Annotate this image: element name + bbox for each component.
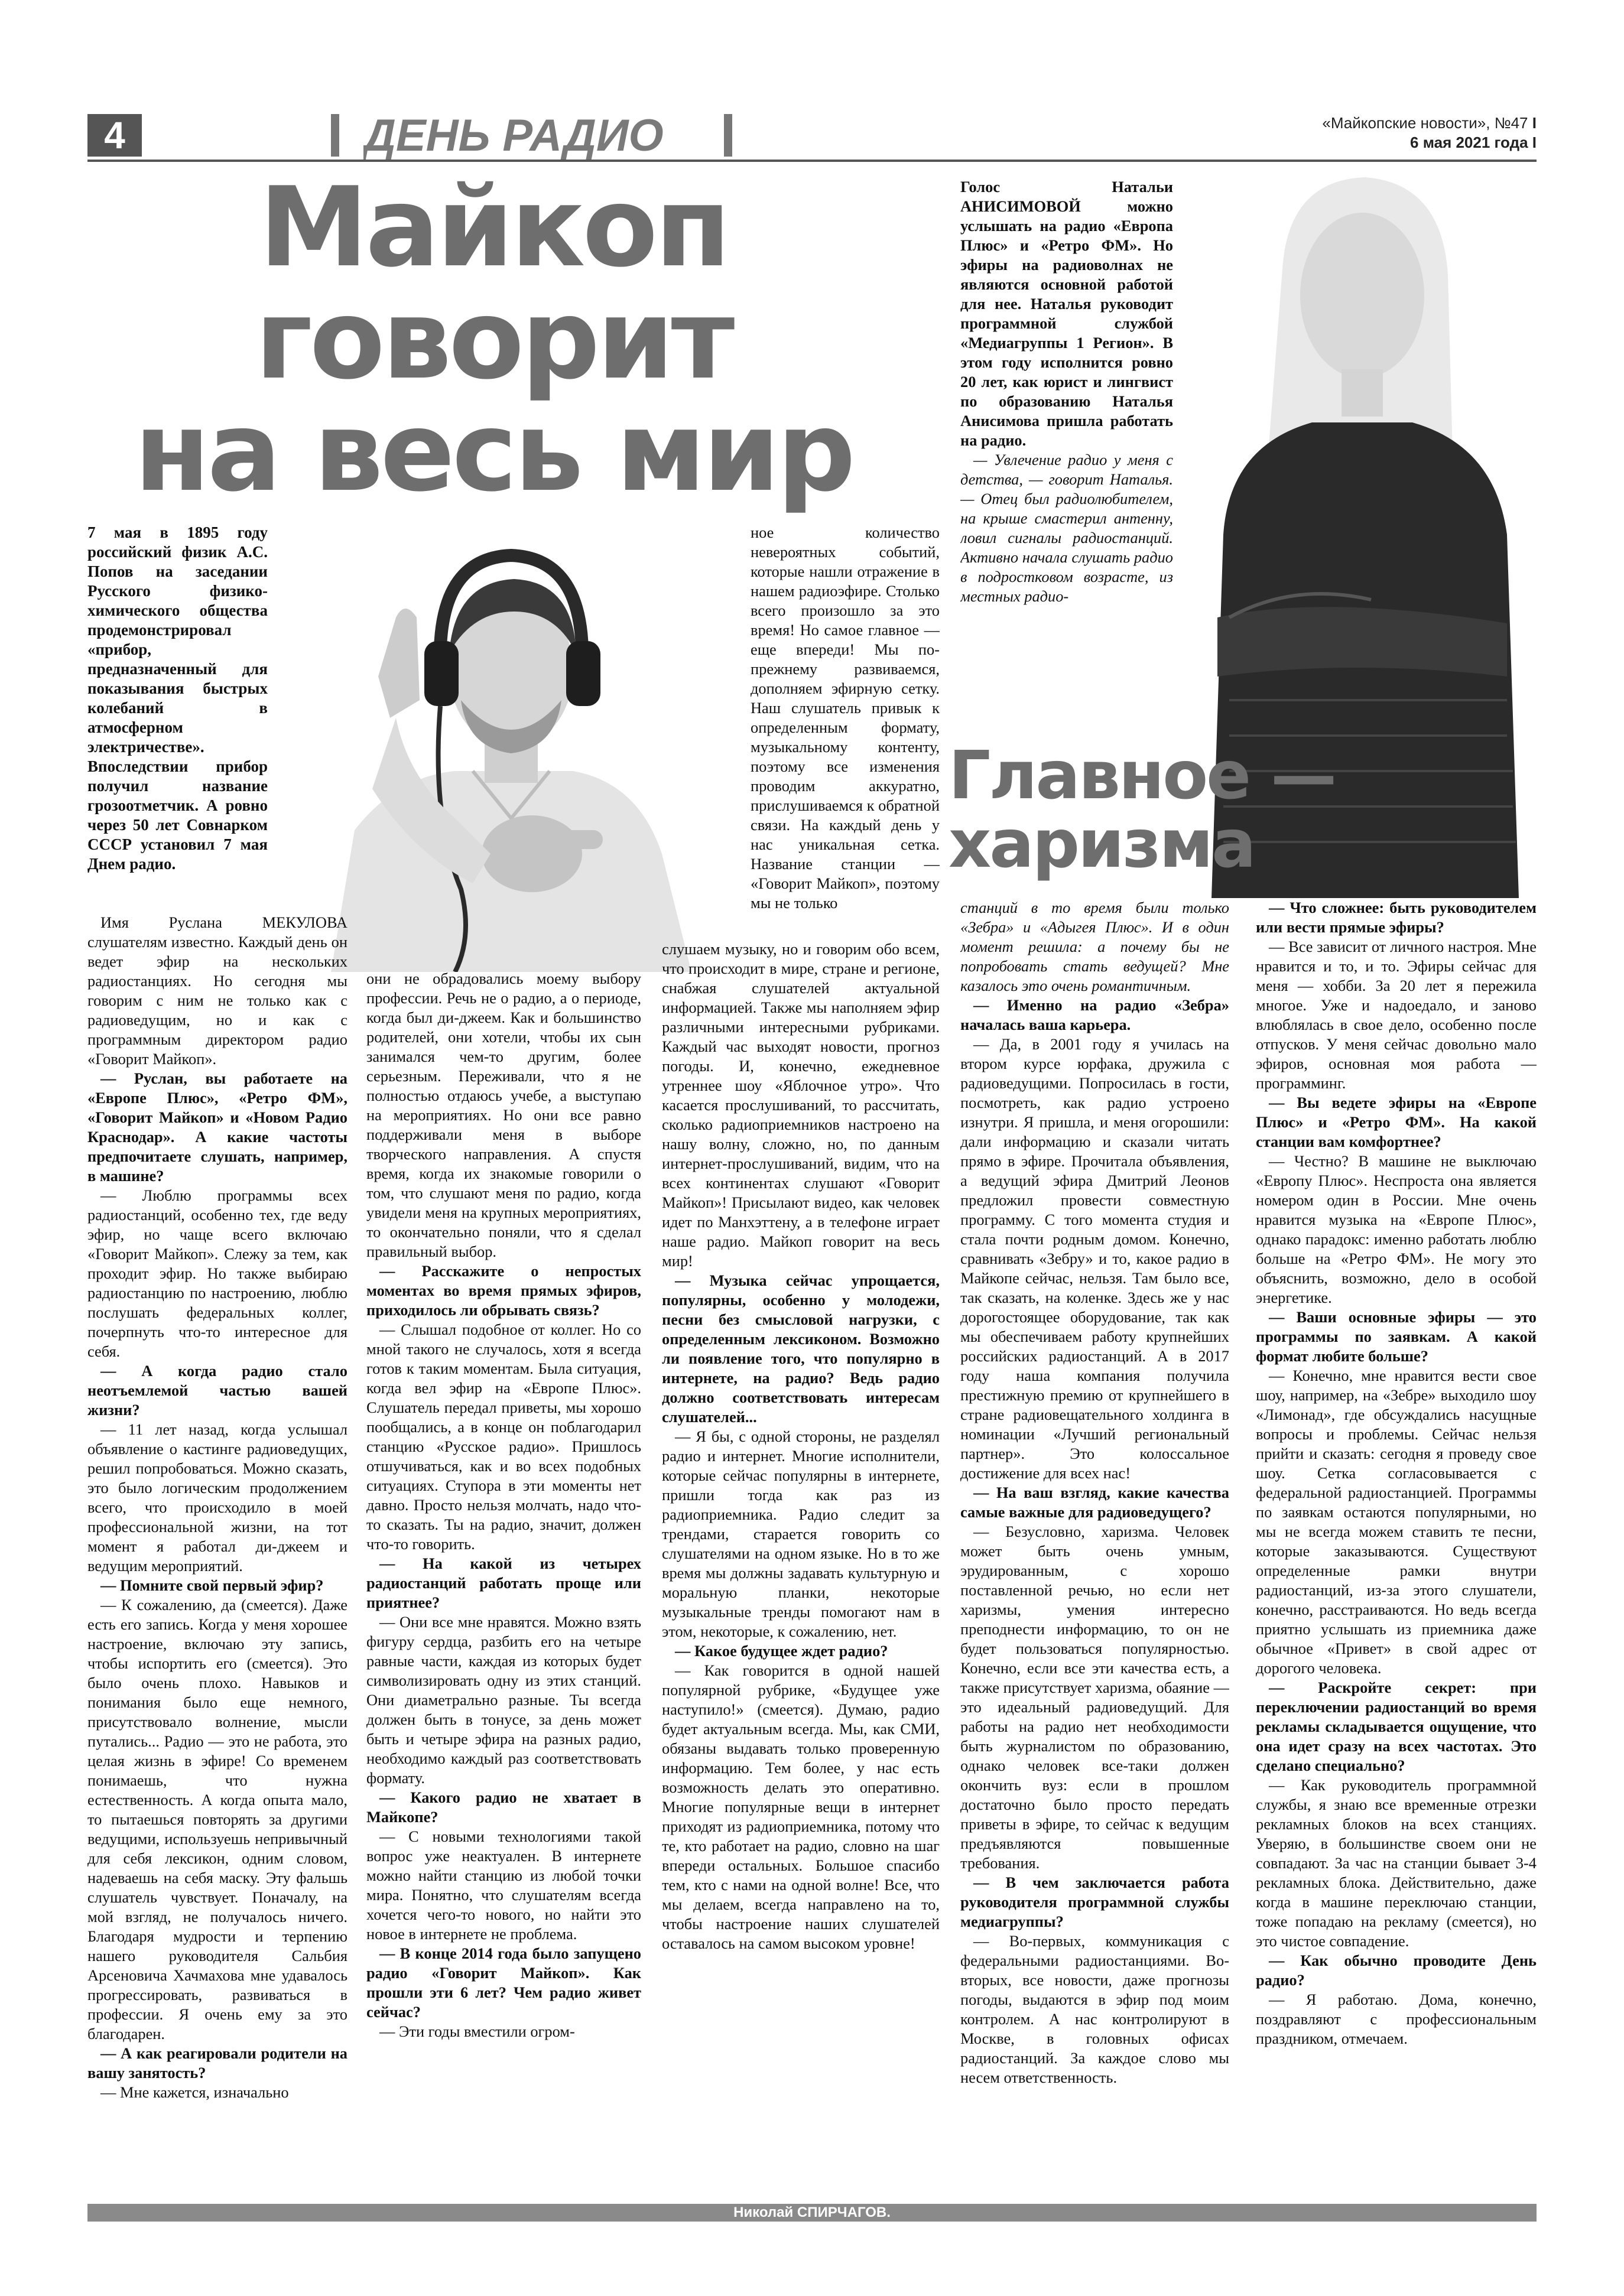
body-paragraph: слушаем музыку, но и говорим обо всем, что происходит в мире, стране и регионе, снабжая слушателей актуальной информацией. Также мы наполняем эфир различными интересными рубриками. Каждый час выходят новости, прогноз погоды. И, конечно, ежедневное утреннее шоу «Яблочное утро». Что касается прослушиваний, то рассчитать, сколько радиоприемников настроено на нашу волну, сложно, но, по данным интернет-прослушиваний, видим, что на всех континентах слушают «Говорит Майкоп»! Присылают видео, как человек идет по Манхэттену, а в телефоне играет наше радио. Майкоп говорит на весь мир! (662, 940, 940, 1270)
body-paragraph: — Мне кажется, изначально (100, 2083, 289, 2101)
interview-question: — На какой из четырех радиостанций работать проще или приятнее? (366, 1554, 641, 1611)
interview-question: — А когда радио стало неотъемлемой частью вашей жизни? (87, 1362, 347, 1419)
body-paragraph: — Да, в 2001 году я училась на втором курсе юрфака, дружила с радиоведущими. Попросилась в гости, посмотреть, как радио устроено изнутри. Я пришла, и меня огорошили: дали информацию и сказали читать прямо в эфире. Прочитала объявления, а ведущий эфира Дмитрий Леонов предложил провести совместную программу. С того момента студия и стала почти родным домом. Конечно, сравнивать «Зебру» и то, какое радио в Майкопе сейчас, нельзя. Там было все, так сказать, на коленке. Здесь же у нас дорогостоящее оборудование, так как мы обеспечиваем работу крупнейших российских радиостанций. А в 2017 году наша компания получила престижную премию от крупнейшего в стране радиовещательного холдинга в номинации «Лучший региональный партнер». Это колоссальное достижение для всех нас! (960, 1035, 1229, 1482)
body-paragraph: — Все зависит от личного настроя. Мне нравится и то, и то. Эфиры сейчас для меня — хобби. За 20 лет я пережила многое. Уже и надоедало, и заново влюблялась в свое дело, особенно после отпусков. У меня сейчас довольно мало эфиров, основная моя работа — программинг. (1256, 938, 1537, 1092)
man-photo-illustration (278, 523, 745, 972)
body-paragraph: — Конечно, мне нравится вести свое шоу, например, на «Зебре» выходило шоу «Лимонад», где обсуждались насущные вопросы и проблемы. Сейчас нельзя прийти и сказать: сегодня я проведу свое шоу. Сетка согласовывается с федеральной радиостанцией. Программы по заявкам остаются популярными, но мы не всегда можем ставить те песни, которые заказываются. Существуют определенные рамки внутри радиостанций, из-за этого слушатели, конечно, расстраиваются. Но ведь всегда приятно услышать из приемника даже обычное «Привет» в свой адрес от дорогого человека. (1256, 1367, 1537, 1677)
interview-question: — Какого радио не хватает в Майкопе? (366, 1788, 641, 1826)
body-paragraph: — 11 лет назад, когда услышал объявление о кастинге радиоведущих, решил попробоваться. Можно сказать, это было логическим продолжением всего, что происходило в моей профессиональной жизни, на тот момент я работал ди-джеем и ведущим мероприятий. (87, 1420, 347, 1575)
body-paragraph: — Как говорится в одной нашей популярной рубрике, «Будущее уже наступило!» (смеется). Думаю, радио будет актуальным всегда. Мы, как СМИ, обязаны выдавать только проверенную информацию. Тем более, у нас есть возможность делать это оперативно. Многие популярные вещи в интернет приходят из радиоприемника, потому что те, кто работает на радио, словно на шаг впереди остальных. Большое спасибо тем, кто с нами на одной волне! Все, что мы делаем, всегда направлено на то, чтобы настроение наших слушателей оставалось на самом высоком уровне! (662, 1661, 940, 1952)
interview-question: — В конце 2014 года было запущено радио «Говорит Майкоп». Как прошли эти 6 лет? Чем радио живет сейчас? (366, 1944, 641, 2021)
body-paragraph: — Я бы, с одной стороны, не разделял радио и интернет. Многие исполнители, которые сейчас популярны в интернете, пришли тогда как раз из радиоприемника. Радио следит за трендами, старается говорить со слушателями на одном языке. Но в то же время мы должны задавать культурную и моральную планки, некоторые музыкальные тренды помогают нам в этом, некоторые, к сожалению, нет. (662, 1427, 940, 1640)
issue-date: 6 мая 2021 года (1410, 134, 1528, 151)
body-paragraph: — Они все мне нравятся. Можно взять фигуру сердца, разбить его на четыре равные части, каждая из которых будет символизировать одну из этих станций. Они диаметрально разные. Ты всегда должен быть в тонусе, за день может быть и четыре эфира на разных радио, необходимо каждый раз соответствовать формату. (366, 1613, 641, 1787)
body-paragraph: — Честно? В машине не выключаю «Европу Плюс». Неспроста она является номером один в России. Мне очень нравится музыка на «Европе Плюс», однако парадокс: именно работать люблю больше на «Ретро ФМ». Не могу это объяснить, возможно, дело в особой энергетике. (1256, 1152, 1537, 1306)
italic-paragraph: — Увлечение радио у меня с детства, — говорит Наталья. — Отец был радиолюбителем, на крыше смастерил антенну, ловил сигналы радиостанций. Активно начала слушать радио в подростковом возрасте, из местных радио- (960, 451, 1173, 605)
interview-question: — Вы ведете эфиры на «Европе Плюс» и «Ретро ФМ». На какой станции вам комфортнее? (1256, 1094, 1537, 1150)
intro-text: 7 мая в 1895 году российский физик А.С. Попов на заседании Русского физико-химического общества продемонстрировал «прибор, предназначенный для показывания быстрых колебаний в атмосферном электричестве». Впоследствии прибор получил название грозоотметчик. А ровно через 50 лет Совнарком СССР установил 7 мая Днем радио. (87, 523, 268, 873)
interview-question: — Какое будущее ждет радио? (675, 1642, 888, 1660)
masthead-rule (87, 160, 1537, 162)
interview-question: — Помните свой первый эфир? (100, 1576, 324, 1594)
body-paragraph: они не обрадовались моему выбору профессии. Речь не о радио, а о периоде, когда был ди-джеем. Как и большинство родителей, они хотели, чтобы их сын занимался чем-то другим, более серьезным. Переживали, что я не полностью отдаюсь учебе, а выступаю на мероприятиях. Но они все равно поддерживали меня в выборе творческого направления. А спустя время, когда их знакомые говорили о том, что слушают меня по радио, когда увидели меня на крупных мероприятиях, то окончательно поняли, что я сделал правильный выбор. (366, 970, 641, 1260)
second-headline-line: Главное — (949, 742, 1336, 814)
body-paragraph: — Люблю программы всех радиостанций, особенно тех, где веду эфир, но чаще всего включаю «Говорит Майкоп». Слежу за тем, как проходит эфир. Но также выбираю радиостанцию по настроению, люблю послушать федеральных коллег, почерпнуть что-то интересное для себя. (87, 1186, 347, 1360)
body-paragraph: — К сожалению, да (смеется). Даже есть его запись. Когда у меня хорошее настроение, включаю эту запись, чтобы испортить его (смеется). Это было очень плохо. Навыков и понимания было еще немного, присутствовало волнение, мысли путались... Радио — это не работа, это целая жизнь в эфире! Со временем понимаешь, что нужна естественность. А когда опыта мало, то пытаешься повторять за другими ведущими, используешь непривычный для себя лексикон, одним словом, надеваешь на себя маску. Эту фальшь слушатель чувствует. Поначалу, на мой взгляд, не получалось ничего. Благодаря мудрости и терпению нашего руководителя Сальбия Арсеновича Хачмахова мне удавалось прогрессировать, развиваться в профессии. Я очень ему за это благодарен. (87, 1596, 347, 2043)
rubric-divider (331, 114, 339, 157)
column-4-top (960, 177, 1173, 730)
body-paragraph: ное количество невероятных событий, которые нашли отражение в нашем радиоэфире. Столько всего произошло за это время! Но самое главное — еще впереди! Мы по-прежнему развиваемся, дополняем эфирную сетку. Наш слушатель привык к определенным формату, музыкальному контенту, поэтому все изменения проводим аккуратно, прислушиваемся к обратной связи. На каждый день у нас уникальная сетка. Название станции — «Говорит Майкоп», поэтому мы не только (751, 523, 940, 912)
main-headline-line: говорит (255, 275, 732, 404)
italic-paragraph: станций в то время были только «Зебра» и «Адыгея Плюс». И в один момент решила: а почему бы не попробовать стать ведущей? Мне казалось это очень романтичным. (960, 899, 1229, 994)
body-paragraph: — Как руководитель программной службы, я знаю все временные отрезки рекламных блоков на всех станциях. Уверяю, в большинстве своем они не совпадают. За час на станции бывает 3-4 рекламных блока. Действительно, даже когда в машине переключаю станции, тоже попадаю на рекламу (смеется), но это чистое совпадение. (1256, 1776, 1537, 1950)
rubric-title: ДЕНЬ РАДИО (363, 112, 664, 160)
interview-question: — Музыка сейчас упрощается, популярны, особенно у молодежи, песни без смысловой нагрузки, с определенным лексиконом. Возможно ли появление того, что популярно в интернете, на радио? Ведь радио должно соответствовать интересам слушателей... (662, 1271, 940, 1426)
paper-issue: «Майкопские новости», №47 (1322, 114, 1528, 132)
body-paragraph: — С новыми технологиями такой вопрос уже неактуален. В интернете можно найти станцию из любой точки мира. Понятно, что слушателям всегда хочется чего-то нового, но найти это новое в интернете не проблема. (366, 1827, 641, 1943)
column-1 (87, 913, 347, 2201)
interview-question: — Расскажите о непростых моментах во время прямых эфиров, приходилось ли обрывать связь? (366, 1262, 641, 1319)
column-4 (960, 898, 1229, 2201)
main-headline-line: Майкоп (259, 171, 728, 291)
lead-paragraph: Голос Натальи АНИСИМОВОЙ можно услышать на радио «Европа Плюс» и «Ретро ФМ». Но эфиры на радиоволнах не являются основной работой для нее. Наталья руководит программной службой «Медиагруппы 1 Регион». В этом году исполнится ровно 20 лет, как юрист и лингвист по образованию Наталья Анисимова пришла работать на радио. (960, 178, 1173, 449)
second-headline (949, 742, 1545, 883)
page-number: 4 (87, 114, 142, 157)
author-signature: Николай СПИРЧАГОВ. (87, 2204, 1537, 2222)
masthead-info: «Майкопские новости», №47 I 6 мая 2021 года I (1322, 114, 1537, 151)
body-paragraph: — Безусловно, харизма. Человек может быть очень умным, эрудированным, с хорошо поставленной речью, но если нет харизмы, умения интересно преподнести информацию, то он не будет пользоваться популярностью. Конечно, если все эти качества есть, а также присутствует харизма, обаяние — это идеальный радиоведущий. Для работы на радио нет необходимости быть журналистом по образованию, однако человек все-таки должен окончить вуз: если в прошлом достаточно было просто передать приветы в эфире, то сейчас к ведущим предъявляются повышенные требования. (960, 1523, 1229, 1872)
interview-question: — А как реагировали родители на вашу занятость? (87, 2044, 347, 2082)
column-3-top (751, 523, 940, 939)
interview-question: — Именно на радио «Зебра» началась ваша карьера. (960, 996, 1229, 1033)
column-3 (662, 939, 940, 2201)
interview-question: — Ваши основные эфиры — это программы по заявкам. А какой формат любите больше? (1256, 1308, 1537, 1365)
column-5 (1256, 898, 1537, 2201)
body-paragraph: — Слышал подобное от коллег. Но со мной такого не случалось, хотя я всегда готов к таким моментам. Была ситуация, когда вел эфир на «Европе Плюс». Слушатель передал приветы, мы хорошо пообщались, а в конце он поблагодарил станцию «Русское радио». Пришлось отшучиваться, как и во всех подобных ситуациях. Ступора в эти моменты нет давно. Просто нельзя молчать, надо что-то сказать. Ты на радио, значит, должен что-то говорить. (366, 1321, 641, 1553)
column-2 (366, 969, 641, 2201)
interview-question: — Как обычно проводите День радио? (1256, 1952, 1537, 1989)
interview-question: — В чем заключается работа руководителя программной службы медиагруппы? (960, 1874, 1229, 1930)
rubric-divider (724, 114, 732, 157)
interview-question: — На ваш взгляд, какие качества самые важные для радиоведущего? (960, 1484, 1229, 1521)
body-paragraph: Имя Руслана МЕКУЛОВА слушателям известно. Каждый день он ведет эфир на нескольких радиостанциях. Но сегодня мы говорим с ним не только как с радиоведущим, но и как с программным директором радио «Говорит Майкоп». (87, 913, 347, 1068)
photo-interviewee (278, 523, 745, 972)
interview-question: — Раскройте секрет: при переключении радиостанций во время рекламы складывается ощущение, что она идет сразу на всех частотах. Это сделано специально? (1256, 1679, 1537, 1774)
body-paragraph: — Эти годы вместили огром- (379, 2022, 575, 2040)
main-headline (100, 171, 886, 517)
interview-question: — Руслан, вы работаете на «Европе Плюс», «Ретро ФМ», «Говорит Майкоп» и «Новом Радио Краснодар». А какие частоты предпочитаете слушать, например, в машине? (87, 1069, 347, 1185)
second-headline-line: харизма (949, 806, 1255, 883)
body-paragraph: — Я работаю. Дома, конечно, поздравляют с профессиональным праздником, отмечаем. (1256, 1991, 1537, 2047)
interview-question: — Что сложнее: быть руководителем или вести прямые эфиры? (1256, 899, 1537, 936)
body-paragraph: — Во-первых, коммуникация с федеральными радиостанциями. Во-вторых, все новости, даже прогнозы погоды, выдаются в эфир под моим контролем. А нас контролируют в Москве, в головных офисах радиостанций. За каждое слово мы несем ответственность. (960, 1932, 1229, 2086)
main-headline-line: на весь мир (134, 388, 853, 516)
